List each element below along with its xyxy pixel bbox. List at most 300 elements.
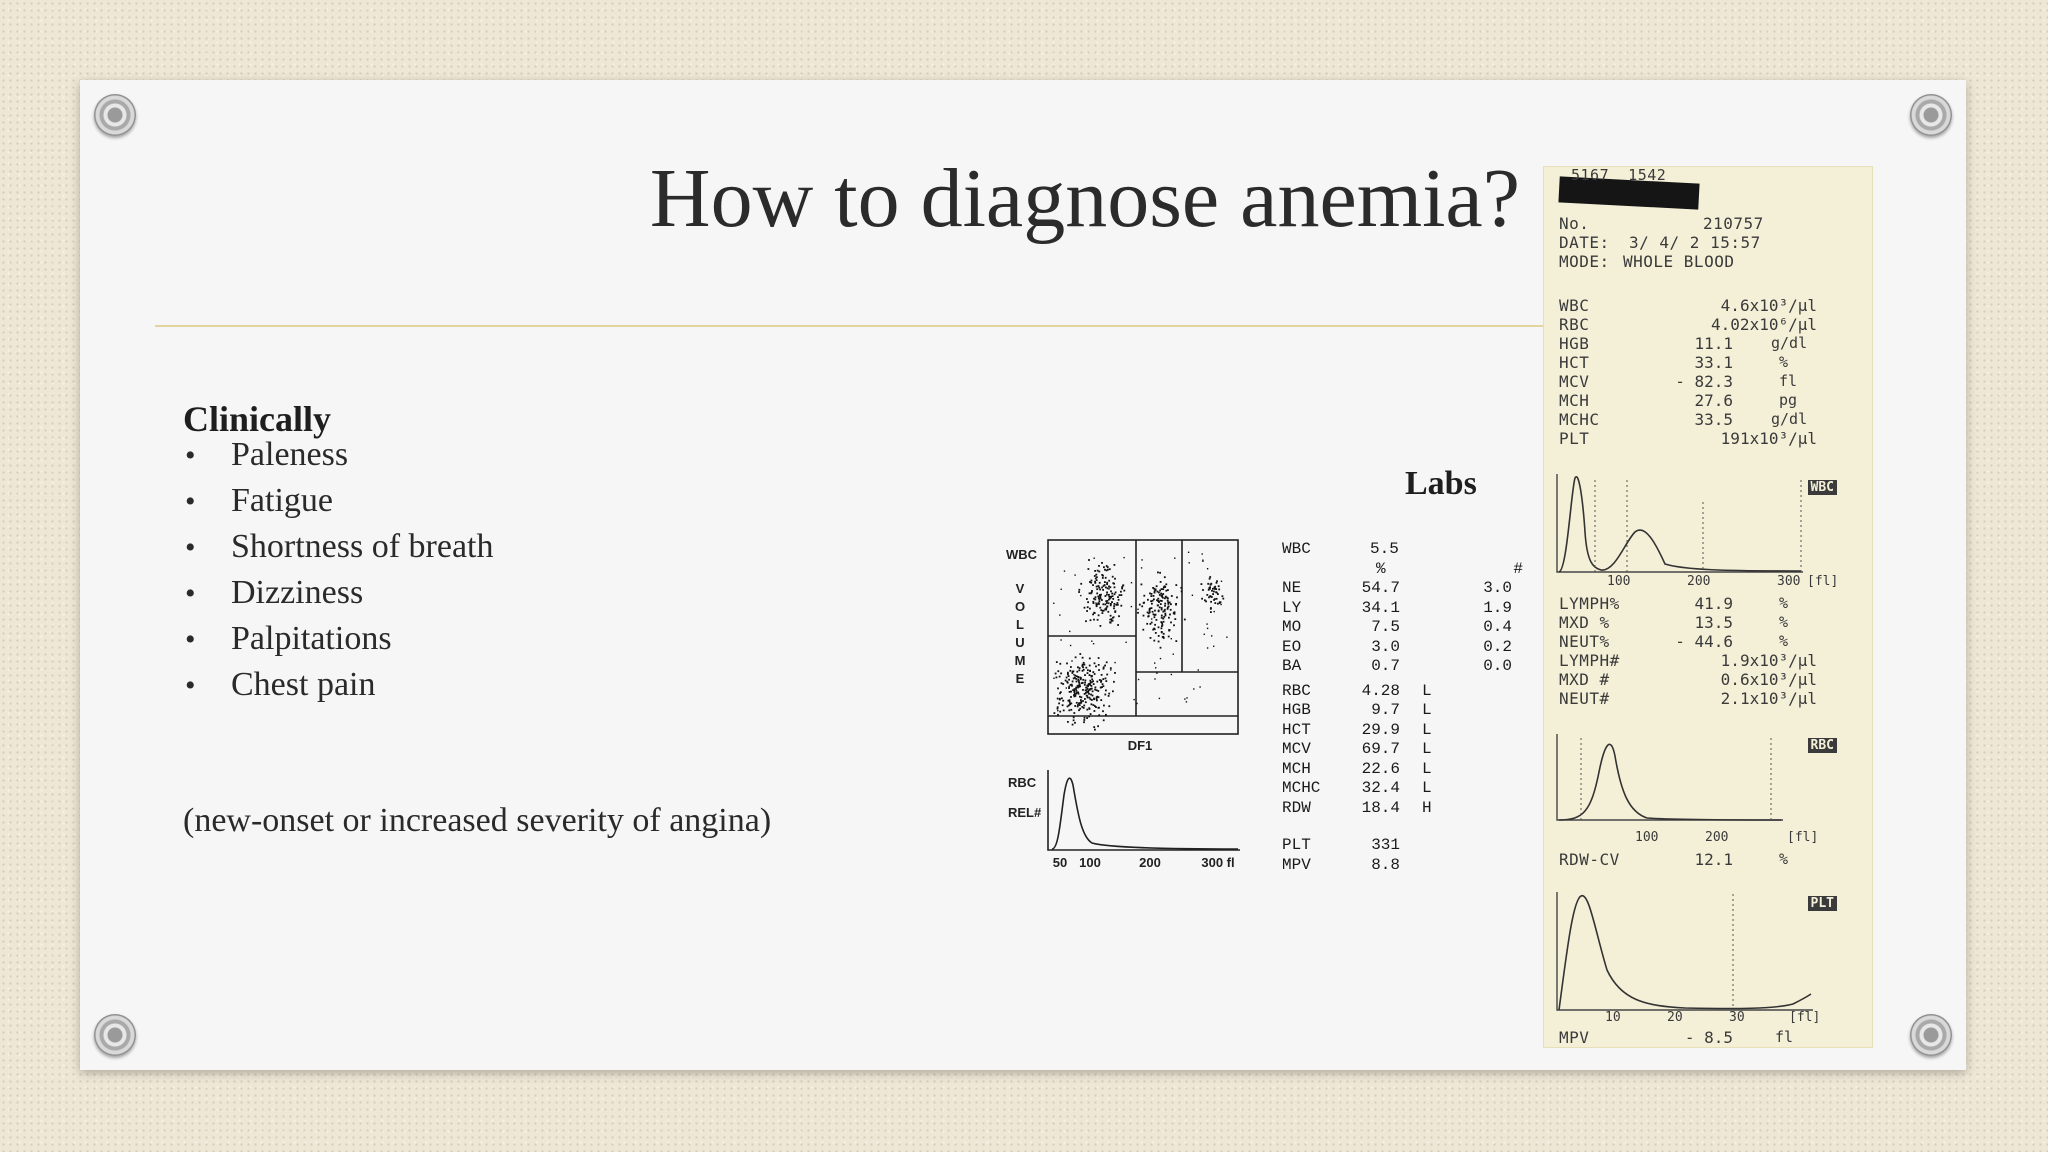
scatter-dot bbox=[1074, 691, 1076, 693]
scatter-dot bbox=[1119, 594, 1121, 596]
receipt-diff-unit: % bbox=[1779, 632, 1789, 650]
scatter-dot bbox=[1096, 689, 1098, 691]
scatter-dot bbox=[1210, 608, 1212, 610]
scatter-dot bbox=[1146, 623, 1148, 625]
receipt-rbc-histogram bbox=[1555, 732, 1785, 826]
scatter-dot bbox=[1161, 625, 1163, 627]
scatter-dot bbox=[1094, 662, 1096, 664]
scatter-dot bbox=[1071, 660, 1072, 661]
receipt-diff-value: - 44.6 bbox=[1675, 632, 1733, 651]
scatter-dot bbox=[1108, 594, 1110, 596]
scatter-dot bbox=[1075, 688, 1077, 690]
scatter-dot bbox=[1143, 602, 1145, 604]
list-item bbox=[183, 616, 494, 662]
scatter-dot bbox=[1114, 578, 1116, 580]
scatter-dot bbox=[1123, 590, 1125, 592]
lab-percent: 34.1 bbox=[1361, 598, 1400, 617]
scatter-dot bbox=[1088, 559, 1090, 561]
receipt-diff-unit: % bbox=[1779, 613, 1789, 631]
scatter-dot bbox=[1098, 565, 1100, 567]
slide-title: How to diagnose anemia? bbox=[649, 152, 1520, 245]
scatter-dot bbox=[1090, 713, 1092, 715]
scatter-dot bbox=[1175, 584, 1177, 586]
scatter-dot bbox=[1070, 696, 1072, 698]
lab-name: HGB bbox=[1282, 701, 1311, 719]
scatter-dot bbox=[1059, 663, 1061, 665]
scatter-dot bbox=[1057, 708, 1059, 710]
scatter-dot bbox=[1078, 676, 1080, 678]
lab-value: 5.5 bbox=[1370, 540, 1399, 558]
scatter-dot bbox=[1072, 672, 1074, 674]
receipt-plt-tag: PLT bbox=[1808, 896, 1837, 911]
scatter-dot bbox=[1056, 677, 1058, 679]
scatter-dot bbox=[1158, 626, 1160, 628]
scatter-dot bbox=[1161, 609, 1163, 611]
scatter-dot bbox=[1218, 589, 1220, 591]
scatter-dot bbox=[1076, 671, 1078, 673]
receipt-mpv-label: MPV bbox=[1559, 1028, 1590, 1047]
scatter-dot bbox=[1210, 601, 1212, 603]
scatter-points bbox=[1053, 552, 1228, 731]
scatter-dot bbox=[1168, 617, 1170, 619]
lab-name: WBC bbox=[1282, 540, 1311, 558]
scatter-dot bbox=[1099, 601, 1101, 603]
scatter-dot bbox=[1079, 684, 1081, 686]
scatter-dot bbox=[1158, 592, 1160, 594]
receipt-wbc-axis-tick: 200 bbox=[1687, 574, 1711, 589]
lab-name: MO bbox=[1282, 618, 1302, 636]
scatter-dot bbox=[1104, 665, 1106, 667]
scatter-dot bbox=[1164, 597, 1166, 599]
scatter-dot bbox=[1186, 697, 1187, 698]
scatter-dot bbox=[1101, 562, 1103, 564]
clinical-symptoms-list bbox=[183, 432, 494, 708]
receipt-diff-name: MXD % bbox=[1559, 613, 1610, 632]
scatter-dot bbox=[1221, 581, 1222, 582]
scatter-dot bbox=[1108, 602, 1110, 604]
receipt-wbc-histogram bbox=[1555, 472, 1805, 578]
scatter-dot bbox=[1164, 613, 1166, 615]
scatter-dot bbox=[1154, 610, 1156, 612]
scatter-dot bbox=[1118, 599, 1120, 601]
scatter-dot bbox=[1098, 707, 1100, 709]
receipt-cbc-value: 11.1 bbox=[1694, 334, 1733, 353]
receipt-diff-name: LYMPH# bbox=[1559, 651, 1620, 670]
scatter-dot bbox=[1099, 607, 1101, 609]
scatter-dot bbox=[1089, 665, 1091, 667]
scatter-dot bbox=[1097, 570, 1099, 572]
scatter-dot bbox=[1085, 690, 1087, 692]
scatter-dot bbox=[1159, 594, 1161, 596]
scatter-dot bbox=[1057, 710, 1058, 711]
scatter-dot bbox=[1162, 593, 1164, 595]
scatter-dot bbox=[1213, 591, 1215, 593]
scatter-dot bbox=[1150, 623, 1152, 625]
receipt-rdw-label: RDW-CV bbox=[1559, 850, 1620, 869]
scatter-dot bbox=[1153, 595, 1155, 597]
scatter-dot bbox=[1057, 688, 1059, 690]
scatter-dot bbox=[1171, 674, 1172, 675]
scatter-dot bbox=[1087, 697, 1089, 699]
scatter-dot bbox=[1092, 584, 1094, 586]
scatter-dot bbox=[1186, 701, 1187, 702]
scatter-dot bbox=[1066, 677, 1068, 679]
scatter-dot bbox=[1095, 687, 1097, 689]
scatter-dot bbox=[1072, 681, 1074, 683]
scatter-dot bbox=[1107, 611, 1109, 613]
scatter-dot bbox=[1117, 602, 1119, 604]
receipt-cbc-value: 27.6 bbox=[1694, 391, 1733, 410]
labs-heading: Labs bbox=[1405, 465, 1477, 502]
scatter-dot bbox=[1089, 658, 1091, 660]
scatter-dot bbox=[1112, 576, 1114, 578]
scatter-dot bbox=[1207, 647, 1208, 648]
scatter-dot bbox=[1102, 612, 1104, 614]
scatter-dot bbox=[1081, 706, 1083, 708]
scatter-dot bbox=[1104, 604, 1106, 606]
scatter-dot bbox=[1184, 619, 1186, 621]
scatter-dot bbox=[1165, 596, 1167, 598]
symptom-label: Dizziness bbox=[231, 574, 364, 611]
scatter-dot bbox=[1174, 558, 1175, 559]
scatter-dot bbox=[1112, 595, 1114, 597]
scatter-dot bbox=[1098, 657, 1100, 659]
scatter-dot bbox=[1106, 661, 1108, 663]
scatter-dot bbox=[1161, 617, 1163, 619]
receipt-diff-value: 1.9x10³/μl bbox=[1720, 651, 1817, 670]
scatter-dot bbox=[1202, 589, 1204, 591]
table-row bbox=[1282, 559, 1523, 580]
scatter-dot bbox=[1078, 591, 1080, 593]
histogram-tick: 50 bbox=[1052, 855, 1068, 870]
scatter-dot bbox=[1156, 673, 1157, 674]
scatter-dot bbox=[1163, 636, 1165, 638]
scatter-dot bbox=[1087, 685, 1089, 687]
receipt-date-value: 3/ 4/ 2 15:57 bbox=[1629, 233, 1761, 252]
scatter-dot bbox=[1104, 584, 1106, 586]
receipt-plt-axis-tick: 30 bbox=[1729, 1010, 1745, 1025]
scatter-dot bbox=[1112, 690, 1114, 692]
receipt-cbc-value: 33.1 bbox=[1694, 353, 1733, 372]
scatter-dot bbox=[1209, 588, 1211, 590]
table-row bbox=[1282, 701, 1512, 721]
scatter-dot bbox=[1192, 595, 1193, 596]
histogram-tick: 100 bbox=[1079, 855, 1101, 870]
bullet: • bbox=[185, 577, 196, 610]
scatter-dot bbox=[1100, 625, 1102, 627]
scatter-dot bbox=[1096, 605, 1098, 607]
scatter-dot bbox=[1089, 674, 1091, 676]
scatter-dot bbox=[1077, 692, 1079, 694]
scatter-dot bbox=[1101, 599, 1103, 601]
scatter-dot bbox=[1108, 580, 1110, 582]
scatter-dot bbox=[1085, 680, 1087, 682]
scatter-dot bbox=[1087, 687, 1088, 688]
scatter-dot bbox=[1093, 643, 1094, 644]
scatter-dot bbox=[1062, 683, 1064, 685]
scatter-dot bbox=[1154, 624, 1156, 626]
bullet: • bbox=[185, 485, 196, 518]
scatter-dot bbox=[1147, 599, 1149, 601]
receipt-rbc-axis-tick: 100 bbox=[1635, 830, 1659, 845]
scatter-dot bbox=[1084, 684, 1086, 686]
table-row bbox=[1282, 760, 1512, 780]
scatter-dot bbox=[1121, 594, 1123, 596]
scatter-dot bbox=[1110, 604, 1112, 606]
scatter-dot bbox=[1165, 583, 1167, 585]
scatter-dot bbox=[1109, 619, 1110, 620]
scatter-dot bbox=[1114, 611, 1116, 613]
scatter-dot bbox=[1070, 703, 1072, 705]
scatter-dot bbox=[1096, 700, 1098, 702]
scatter-dot bbox=[1139, 604, 1141, 606]
scatter-dot bbox=[1053, 603, 1054, 604]
receipt-wbc-axis-tick: 100 bbox=[1607, 574, 1631, 589]
lab-percent: 0.7 bbox=[1371, 657, 1400, 675]
scatter-dot bbox=[1169, 629, 1171, 631]
scatter-dot bbox=[1079, 708, 1081, 710]
scatter-dot bbox=[1105, 678, 1107, 680]
lab-name: PLT bbox=[1282, 836, 1311, 854]
scatter-dot bbox=[1097, 690, 1099, 692]
scatter-dot bbox=[1079, 667, 1081, 669]
scatter-dot bbox=[1102, 603, 1104, 605]
scatter-dot bbox=[1111, 593, 1113, 595]
lab-percent: 7.5 bbox=[1371, 618, 1400, 636]
scatter-dot bbox=[1092, 680, 1094, 682]
scatter-dot bbox=[1105, 595, 1107, 597]
scatter-dot bbox=[1096, 588, 1098, 590]
scatter-dot bbox=[1073, 694, 1075, 696]
receipt-no-value: 210757 bbox=[1703, 214, 1764, 233]
histogram-tick: 300 fl bbox=[1201, 855, 1235, 870]
list-item bbox=[183, 478, 494, 524]
scatter-dot bbox=[1216, 580, 1218, 582]
table-row bbox=[1282, 657, 1512, 677]
scatter-dot bbox=[1141, 584, 1143, 586]
scatter-dot bbox=[1056, 661, 1058, 663]
grommet-top-left bbox=[94, 94, 136, 136]
scatter-dot bbox=[1114, 603, 1116, 605]
scatter-dot bbox=[1059, 614, 1060, 615]
scatter-dot bbox=[1080, 583, 1082, 585]
scatter-dot bbox=[1083, 719, 1085, 721]
grommet-bottom-right bbox=[1910, 1014, 1952, 1056]
scatter-dot bbox=[1153, 588, 1155, 590]
scatter-dot bbox=[1110, 597, 1112, 599]
scatter-dot bbox=[1202, 553, 1203, 554]
scatter-dot bbox=[1160, 621, 1162, 623]
scatter-dot bbox=[1104, 694, 1106, 696]
scatter-dot bbox=[1094, 599, 1096, 601]
receipt-diff-value: 41.9 bbox=[1694, 594, 1733, 613]
receipt-cbc-name: RBC bbox=[1559, 315, 1590, 334]
scatter-dot bbox=[1102, 683, 1104, 685]
scatter-dot bbox=[1089, 683, 1091, 685]
scatter-dot bbox=[1207, 568, 1208, 569]
scatter-dot bbox=[1102, 710, 1104, 712]
scatter-dot bbox=[1089, 697, 1091, 699]
scatter-dot bbox=[1201, 598, 1203, 600]
scatter-dot bbox=[1111, 601, 1113, 603]
scatter-dot bbox=[1057, 670, 1059, 672]
scatter-dot bbox=[1065, 680, 1067, 682]
receipt-diff-name: LYMPH% bbox=[1559, 594, 1620, 613]
scatter-dot bbox=[1222, 595, 1224, 597]
scatter-dot bbox=[1099, 582, 1101, 584]
scatter-dot bbox=[1094, 673, 1096, 675]
receipt-rbc-tag: RBC bbox=[1808, 738, 1837, 753]
receipt-diff-unit: % bbox=[1779, 594, 1789, 612]
receipt-no-label: No. bbox=[1559, 214, 1590, 233]
scatter-dot bbox=[1168, 606, 1170, 608]
scatter-dot bbox=[1075, 693, 1077, 695]
scatter-dot bbox=[1082, 682, 1084, 684]
lab-abs: 1.9 bbox=[1483, 598, 1512, 617]
scatter-dot bbox=[1165, 590, 1167, 592]
scatter-dot bbox=[1101, 674, 1103, 676]
scatter-dot bbox=[1078, 669, 1080, 671]
scatter-dot bbox=[1094, 710, 1096, 712]
scatter-dot bbox=[1159, 590, 1161, 592]
table-row bbox=[1282, 836, 1512, 856]
scatter-dot bbox=[1098, 664, 1100, 666]
scatter-dot bbox=[1108, 705, 1110, 707]
scatter-dot bbox=[1098, 587, 1100, 589]
scatter-dot bbox=[1098, 571, 1100, 573]
lab-name: MCHC bbox=[1282, 779, 1321, 797]
scatter-dot bbox=[1066, 687, 1067, 688]
scatter-dot bbox=[1083, 662, 1085, 664]
scatter-dot bbox=[1115, 592, 1117, 594]
scatter-dot bbox=[1173, 624, 1175, 626]
lab-value: 69.7 bbox=[1361, 740, 1400, 758]
column-header-percent: % bbox=[1376, 559, 1386, 578]
lab-flag: L bbox=[1422, 779, 1432, 797]
scatter-dot bbox=[1113, 681, 1115, 683]
scatter-dot bbox=[1213, 599, 1215, 601]
scatter-dot bbox=[1117, 604, 1119, 606]
scatter-dot bbox=[1125, 642, 1126, 643]
receipt-mpv-unit: fl bbox=[1775, 1028, 1794, 1046]
scatter-dot bbox=[1105, 587, 1107, 589]
scatter-dot bbox=[1067, 721, 1069, 723]
scatter-dot bbox=[1161, 627, 1163, 629]
scatter-dot bbox=[1141, 567, 1142, 568]
scatter-dot bbox=[1093, 683, 1095, 685]
scatter-dot bbox=[1078, 589, 1080, 591]
scatter-dot bbox=[1068, 709, 1070, 711]
scatter-dot bbox=[1159, 698, 1160, 699]
scatter-dot bbox=[1072, 724, 1074, 726]
rbc-histogram bbox=[1000, 765, 1250, 875]
bullet: • bbox=[185, 623, 196, 656]
receipt-cbc-value: 191x10³/μl bbox=[1720, 429, 1817, 448]
scatter-dot bbox=[1080, 595, 1081, 596]
lab-value: 331 bbox=[1371, 836, 1400, 854]
lab-value: 9.7 bbox=[1371, 701, 1400, 719]
scatter-dot bbox=[1204, 634, 1205, 635]
scatter-dot bbox=[1108, 695, 1110, 697]
scatter-dot bbox=[1079, 704, 1081, 706]
histogram-tick: 200 bbox=[1139, 855, 1161, 870]
scatter-dot bbox=[1054, 712, 1056, 714]
scatter-dot bbox=[1164, 609, 1165, 610]
scatter-dot bbox=[1102, 610, 1104, 612]
receipt-wbc-axis-tick: 300 bbox=[1777, 574, 1801, 589]
scatter-dot bbox=[1162, 611, 1164, 613]
scatter-dot bbox=[1216, 592, 1218, 594]
scatter-dot bbox=[1142, 629, 1144, 631]
volume-letter: L bbox=[1016, 617, 1024, 632]
scatter-dot bbox=[1070, 666, 1072, 668]
scatter-dot bbox=[1077, 706, 1079, 708]
scatter-dot bbox=[1164, 586, 1166, 588]
bullet: • bbox=[185, 531, 196, 564]
scatter-dot bbox=[1084, 698, 1086, 700]
scatter-dot bbox=[1220, 604, 1221, 605]
scatter-dot bbox=[1105, 714, 1107, 716]
scatter-dot bbox=[1096, 593, 1098, 595]
scatter-dot bbox=[1219, 602, 1221, 604]
receipt-wbc-axis-tick: [fl] bbox=[1807, 574, 1839, 589]
scatter-dot bbox=[1211, 596, 1213, 598]
lab-value: 18.4 bbox=[1361, 798, 1400, 817]
receipt-cbc-unit: fl bbox=[1779, 372, 1798, 390]
lab-value: 32.4 bbox=[1361, 779, 1400, 797]
lab-percent: 54.7 bbox=[1361, 579, 1400, 597]
scatter-dot bbox=[1084, 674, 1086, 676]
scatter-dot bbox=[1074, 574, 1075, 575]
scatter-dot bbox=[1222, 598, 1224, 600]
scatter-dot bbox=[1094, 575, 1096, 577]
title-divider bbox=[155, 325, 1575, 327]
scatter-dot bbox=[1104, 569, 1106, 571]
scatter-dot bbox=[1101, 587, 1103, 589]
receipt-cbc-value: - 82.3 bbox=[1675, 372, 1733, 391]
scatter-x-label: DF1 bbox=[1127, 738, 1153, 753]
scatter-dot bbox=[1110, 667, 1112, 669]
scatter-dot bbox=[1098, 585, 1100, 587]
scatter-dot bbox=[1105, 600, 1107, 602]
scatter-dot bbox=[1206, 623, 1207, 624]
scatter-dot bbox=[1085, 620, 1087, 622]
scatter-dot bbox=[1088, 716, 1090, 718]
scatter-dot bbox=[1059, 676, 1061, 678]
scatter-dot bbox=[1062, 704, 1064, 706]
receipt-cbc-unit: g/dl bbox=[1771, 410, 1808, 428]
scatter-dot bbox=[1211, 590, 1213, 592]
scatter-dot bbox=[1154, 616, 1156, 618]
scatter-dot bbox=[1156, 619, 1158, 621]
scatter-dot bbox=[1088, 707, 1090, 709]
scatter-dot bbox=[1070, 645, 1071, 646]
scatter-dot bbox=[1155, 632, 1157, 634]
scatter-dot bbox=[1209, 576, 1211, 578]
scatter-dot bbox=[1167, 597, 1169, 599]
lab-name: RBC bbox=[1282, 681, 1311, 700]
scatter-dot bbox=[1057, 698, 1059, 700]
scatter-dot bbox=[1106, 583, 1108, 585]
lab-value: 8.8 bbox=[1371, 855, 1400, 874]
scatter-dot bbox=[1083, 669, 1085, 671]
scatter-dot bbox=[1175, 604, 1177, 606]
scatter-dot bbox=[1110, 590, 1112, 592]
receipt-wbc-tag: WBC bbox=[1808, 480, 1837, 495]
lab-flag: L bbox=[1422, 720, 1432, 739]
scatter-dot bbox=[1107, 569, 1109, 571]
receipt-mpv-value: - 8.5 bbox=[1684, 1028, 1733, 1047]
